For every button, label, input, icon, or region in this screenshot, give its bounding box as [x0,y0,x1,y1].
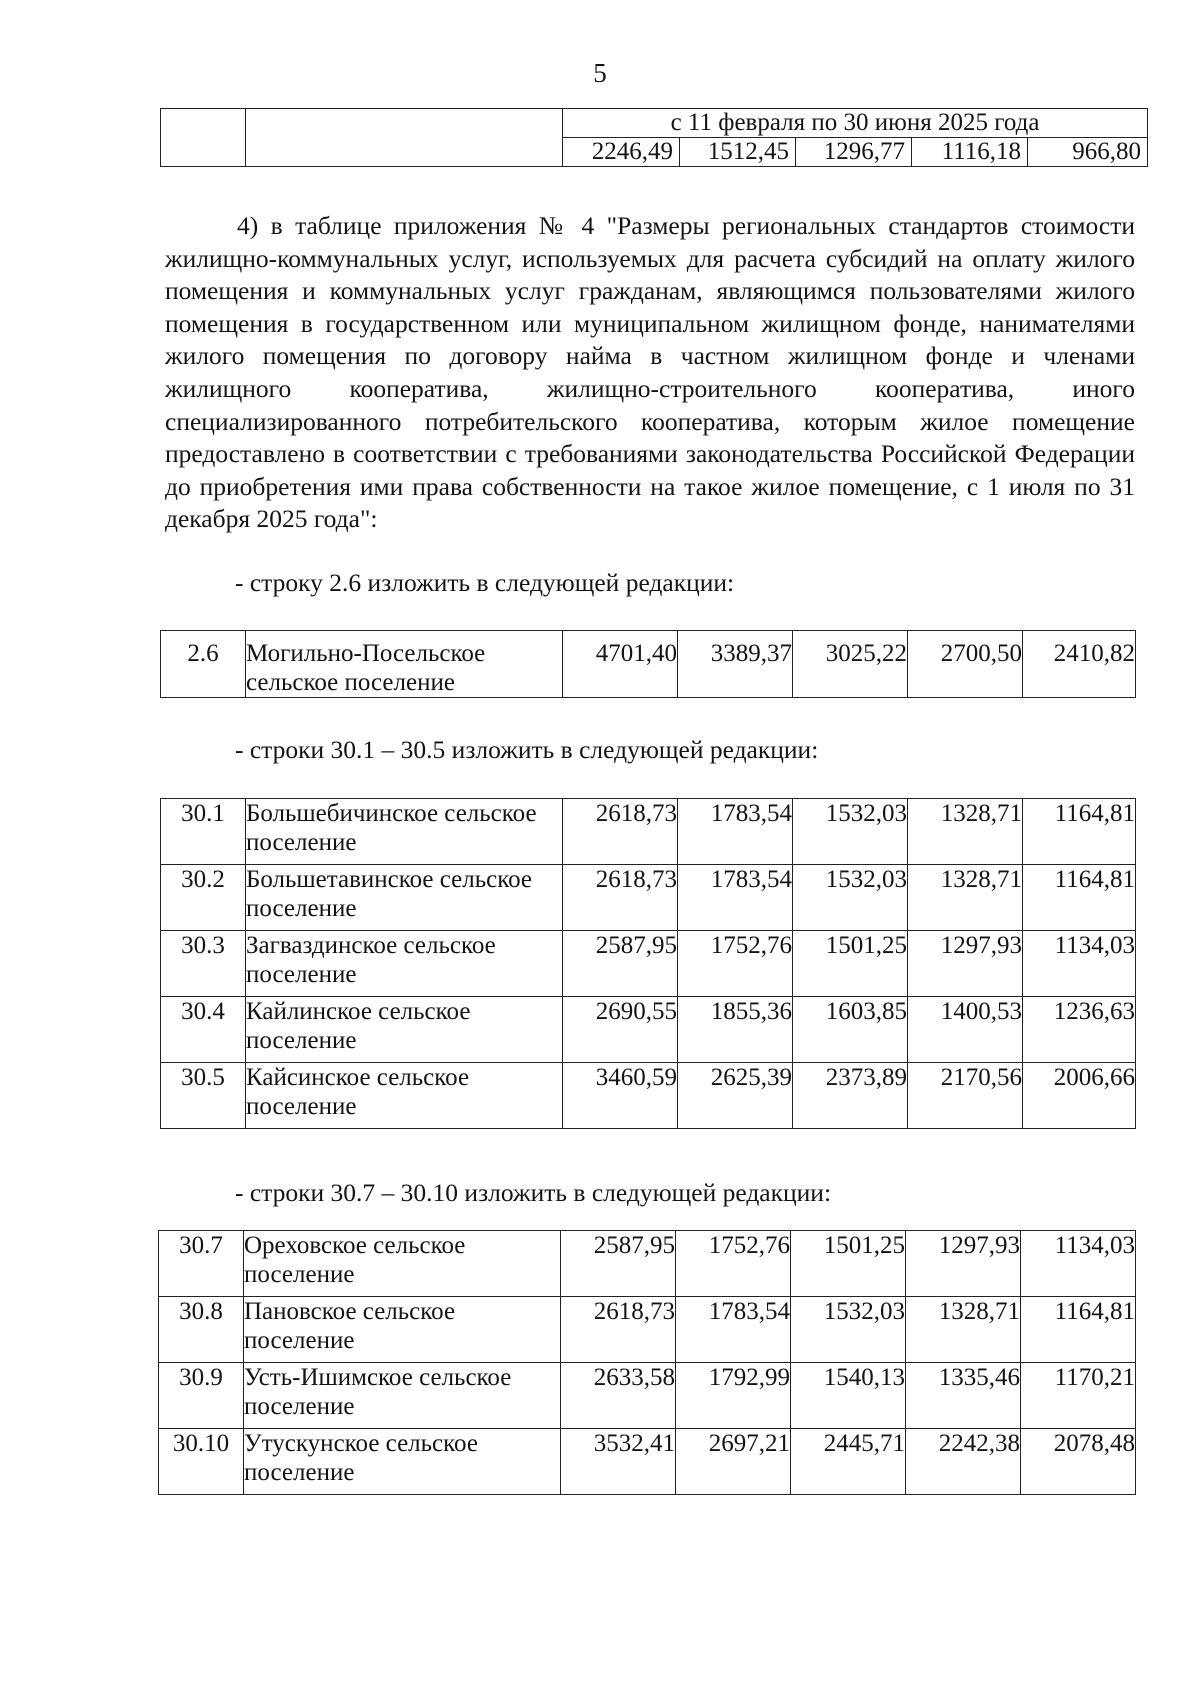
settlement-name: Пановское сельское поселение [244,1297,561,1363]
value-cell: 1297,93 [908,931,1023,997]
table-rows-30-7-30-10 [158,1230,1136,1495]
value-cell: 2006,66 [1023,1063,1136,1129]
value-cell: 2246,49 [563,138,680,167]
value-cell: 1297,93 [906,1231,1021,1297]
table-row [159,1429,1136,1495]
table-row [159,1297,1136,1363]
continued-table [160,108,1148,167]
value-cell: 2618,73 [561,1297,676,1363]
value-cell: 1855,36 [678,997,793,1063]
value-cell: 2697,21 [676,1429,791,1495]
value-cell: 1164,81 [1021,1297,1136,1363]
instruction-rows-30-7-30-10: - строки 30.7 – 30.10 изложить в следующей редакции: [235,1178,832,1207]
value-cell: 1400,53 [908,997,1023,1063]
table-row [159,1363,1136,1429]
row-number: 30.3 [161,931,246,997]
table-row-2-6 [160,630,1136,698]
value-cell: 1501,25 [793,931,908,997]
value-cell: 1501,25 [791,1231,906,1297]
row-number: 30.2 [161,865,246,931]
row-number: 30.7 [159,1231,244,1297]
value-cell: 2242,38 [906,1429,1021,1495]
value-cell: 3532,41 [561,1429,676,1495]
value-cell: 2373,89 [793,1063,908,1129]
value-cell: 4701,40 [563,631,678,698]
instruction-row-2-6: - строку 2.6 изложить в следующей редакции: [235,568,735,597]
row-number: 30.1 [161,799,246,865]
value-cell: 2690,55 [563,997,678,1063]
settlement-name: Утускунское сельское поселение [244,1429,561,1495]
value-cell: 1540,13 [791,1363,906,1429]
value-cell: 3025,22 [793,631,908,698]
value-cell: 1296,77 [796,138,912,167]
value-cell: 1752,76 [676,1231,791,1297]
value-cell: 2587,95 [561,1231,676,1297]
table-row [159,1231,1136,1297]
row-number: 30.4 [161,997,246,1063]
settlement-name: Большебичинское сельское поселение [246,799,563,865]
value-cell: 2410,82 [1023,631,1136,698]
value-cell: 1236,63 [1023,997,1136,1063]
value-cell: 2587,95 [563,931,678,997]
value-cell: 2618,73 [563,799,678,865]
value-cell: 3389,37 [678,631,793,698]
value-cell: 1335,46 [906,1363,1021,1429]
settlement-name: Загваздинское сельское поселение [246,931,563,997]
value-cell: 2625,39 [678,1063,793,1129]
table-cell [246,109,563,167]
period-label: с 11 февраля по 30 июня 2025 года [563,109,1148,138]
settlement-name: Кайлинское сельское поселение [246,997,563,1063]
value-cell: 1532,03 [791,1297,906,1363]
value-cell: 1532,03 [793,865,908,931]
row-number: 30.10 [159,1429,244,1495]
row-number: 2.6 [161,631,246,698]
row-number: 30.8 [159,1297,244,1363]
value-cell: 1603,85 [793,997,908,1063]
settlement-name: Ореховское сельское поселение [244,1231,561,1297]
row-number: 30.9 [159,1363,244,1429]
table-row [161,1063,1136,1129]
table-cell [161,109,246,167]
value-cell: 1116,18 [912,138,1028,167]
value-cell: 1783,54 [676,1297,791,1363]
value-cell: 1134,03 [1021,1231,1136,1297]
paragraph-text: 4) в таблице приложения № 4 "Размеры региональных стандартов стоимости жилищно-коммунальных услуг, используемых для расчета субсидий на оплату жилого помещения и коммунальных услуг гражданам, являющимся пользователями жилого помещения в государственном или муниципальном жилищном фонде, нанимателями жилого помещения по договору найма в частном жилищном фонде и членами жилищного кооператива, жилищно-строительного кооператива, иного специализированного потребительского кооператива, которым жилое помещение предоставлено в соответствии с требованиями законодательства Российской Федерации до приобретения ими права собственности на такое жилое помещение, с 1 июля по 31 декабря 2025 года": [165,211,1135,534]
value-cell: 1792,99 [676,1363,791,1429]
table-row [161,631,1136,698]
value-cell: 1532,03 [793,799,908,865]
table-row [161,865,1136,931]
value-cell: 1164,81 [1023,799,1136,865]
table-rows-30-1-30-5 [160,798,1136,1129]
table-row [161,997,1136,1063]
value-cell: 2618,73 [563,865,678,931]
value-cell: 1328,71 [906,1297,1021,1363]
table-row [161,799,1136,865]
row-number: 30.5 [161,1063,246,1129]
settlement-name: Усть-Ишимское сельское поселение [244,1363,561,1429]
value-cell: 2445,71 [791,1429,906,1495]
value-cell: 1134,03 [1023,931,1136,997]
value-cell: 966,80 [1028,138,1148,167]
value-cell: 1783,54 [678,799,793,865]
value-cell: 1170,21 [1021,1363,1136,1429]
value-cell: 1328,71 [908,865,1023,931]
settlement-name: Большетавинское сельское поселение [246,865,563,931]
value-cell: 2078,48 [1021,1429,1136,1495]
page-number: 5 [593,58,607,88]
value-cell: 3460,59 [563,1063,678,1129]
settlement-name: Могильно-Посельское сельское поселение [246,631,563,698]
value-cell: 1512,45 [680,138,796,167]
settlement-name: Кайсинское сельское поселение [246,1063,563,1129]
table-row [161,931,1136,997]
instruction-rows-30-1-30-5: - строки 30.1 – 30.5 изложить в следующей редакции: [235,735,819,764]
amendment-paragraph [165,210,1135,536]
value-cell: 2633,58 [561,1363,676,1429]
value-cell: 1164,81 [1023,865,1136,931]
value-cell: 1328,71 [908,799,1023,865]
value-cell: 2170,56 [908,1063,1023,1129]
value-cell: 2700,50 [908,631,1023,698]
value-cell: 1783,54 [678,865,793,931]
period-row [161,109,1148,138]
value-cell: 1752,76 [678,931,793,997]
